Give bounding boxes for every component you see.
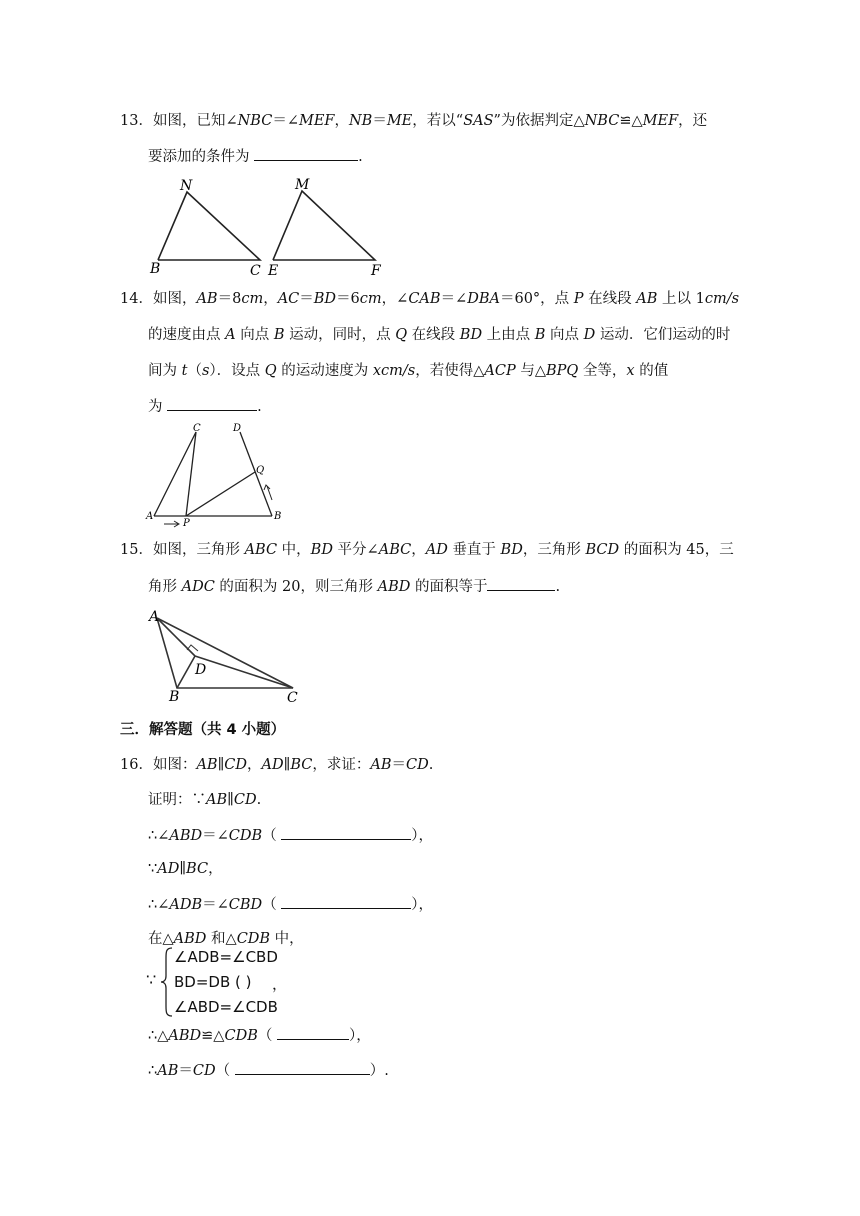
label-M: M (295, 177, 310, 193)
brace-comma: ， (272, 975, 288, 993)
label-C: C (193, 423, 201, 434)
q13-line-2: 要添加的条件为 . (148, 146, 363, 167)
q16-step-2: ∵AD∥BC， (148, 861, 223, 877)
label-B: B (274, 511, 282, 522)
q16-line-1: 16．如图：AB∥CD，AD∥BC，求证：AB＝CD. (120, 757, 434, 773)
label-D: D (233, 423, 242, 434)
q13-answer-blank[interactable] (254, 146, 358, 161)
section-title: 三．解答题（共 4 小题） (120, 722, 286, 738)
brace-line-1: ∠ADB=∠CBD (174, 948, 278, 966)
q16-step-6-blank[interactable] (235, 1060, 370, 1075)
q15-line-2: 角形 ADC 的面积为 20，则三角形 ABD 的面积等于 . (148, 576, 560, 597)
arrow-q-head (264, 485, 270, 490)
q14-line-2: 的速度由点 A 向点 B 运动，同时，点 Q 在线段 BD 上由点 B 向点 D 运动．它们运动的时 (148, 327, 731, 343)
segment-ac (154, 432, 196, 516)
q13-figure (140, 172, 400, 282)
label-B: B (169, 689, 180, 704)
q16-step-5: ∴△ABD≌△CDB（ ）， (148, 1025, 371, 1046)
label-A: A (149, 609, 160, 625)
segment-dc (195, 656, 293, 688)
q14-figure (142, 420, 292, 530)
q16-step-3: ∴∠ADB＝∠CBD（ ）， (148, 894, 433, 915)
q16-step-1-blank[interactable] (281, 825, 411, 840)
q16-step-4: 在△ABD 和△CDB 中， (148, 931, 304, 947)
q16-step-3-blank[interactable] (281, 894, 411, 909)
q14-answer-blank[interactable] (167, 396, 257, 411)
segment-pq (186, 472, 255, 516)
brace-line-2: BD=DB ( ) (174, 973, 252, 991)
q15-line-1: 15．如图，三角形 ABC 中，BD 平分∠ABC，AD 垂直于 BD，三角形 BCD 的面积为 45，三 (120, 542, 734, 558)
triangle-abc (157, 618, 293, 688)
q16-step-6: ∴AB＝CD（ ）. (148, 1060, 389, 1081)
label-D: D (195, 662, 207, 678)
label-P: P (183, 518, 190, 529)
label-A: A (146, 511, 154, 522)
q16-step-1: ∴∠ABD＝∠CDB（ ）， (148, 825, 433, 846)
label-F: F (371, 263, 381, 279)
brace-line-3: ∠ABD=∠CDB (174, 998, 278, 1016)
q15-figure (143, 604, 313, 704)
q15-answer-blank[interactable] (487, 576, 555, 591)
q16-step-5-blank[interactable] (277, 1025, 349, 1040)
q14-line-3: 间为 t（s）．设点 Q 的运动速度为 xcm/s，若使得△ACP 与△BPQ 全等，x 的值 (148, 363, 669, 379)
label-E: E (268, 263, 279, 279)
label-C: C (250, 263, 261, 279)
label-B: B (150, 261, 161, 277)
segment-bd (177, 656, 195, 688)
triangle-mef (273, 191, 375, 260)
q14-line-4: 为 . (148, 396, 262, 417)
left-brace (160, 946, 174, 1018)
q13-line-1: 13．如图，已知∠NBC＝∠MEF，NB＝ME，若以“SAS”为依据判定△NBC≌△MEF，还 (120, 113, 708, 129)
segment-cp (186, 432, 196, 516)
q16-proof-start: 证明：∵AB∥CD. (148, 792, 262, 808)
triangle-nbc (158, 192, 260, 260)
because-symbol: ∵ (146, 970, 157, 989)
q14-line-1: 14．如图，AB＝8cm，AC＝BD＝6cm，∠CAB＝∠DBA＝60°，点 P 在线段 AB 上以 1cm/s (120, 291, 740, 307)
label-C: C (287, 690, 298, 704)
label-N: N (180, 178, 193, 194)
label-Q: Q (256, 465, 265, 476)
